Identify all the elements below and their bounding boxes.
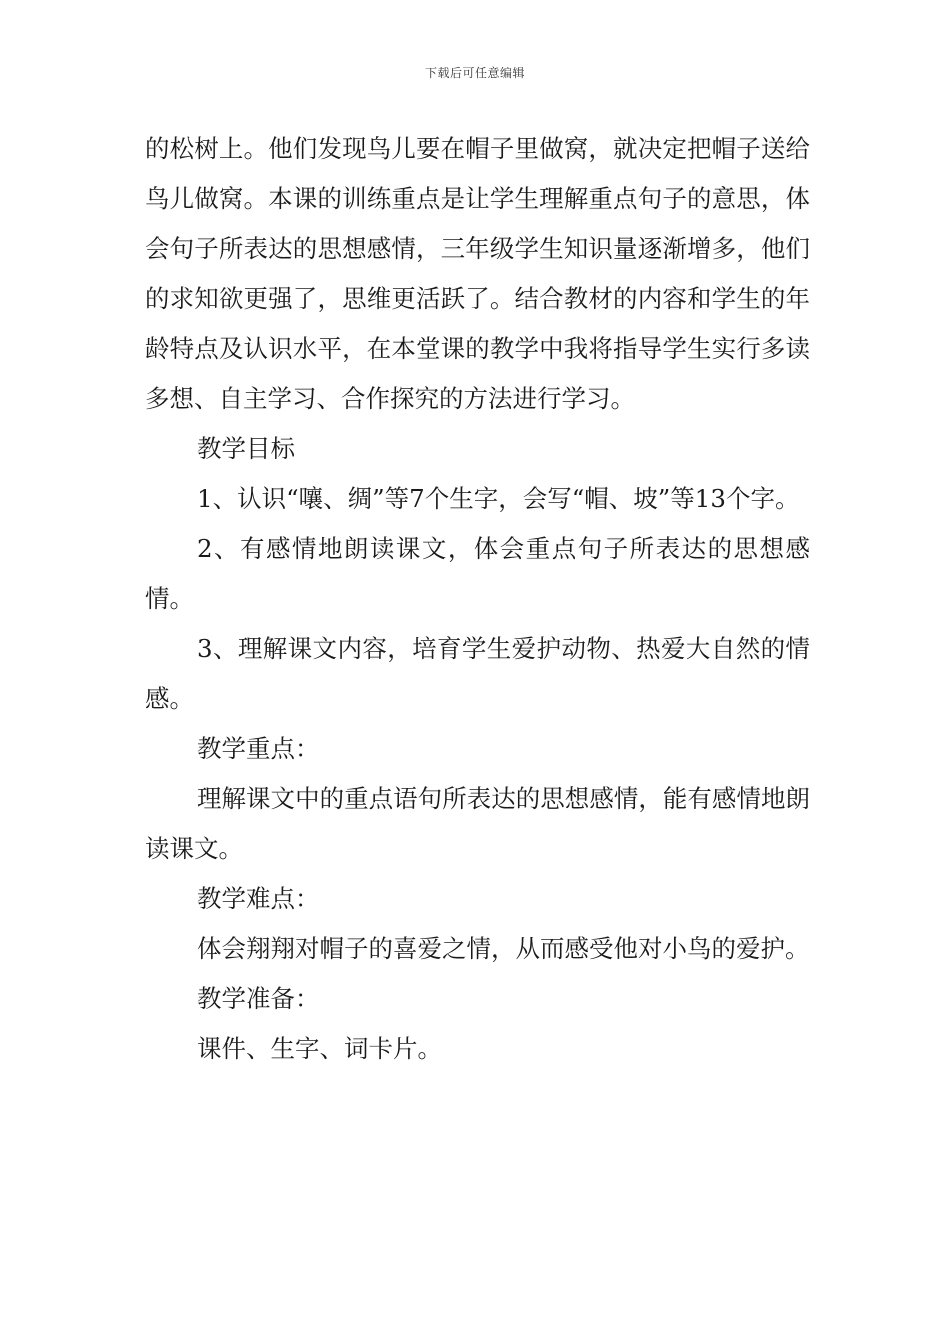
document-body bbox=[145, 124, 810, 1074]
goal-item-1: 1、认识“嚷、绸”等7个生字，会写“帽、坡”等13个字。 bbox=[197, 484, 800, 513]
heading-preparation: 教学准备： bbox=[197, 984, 320, 1013]
heading-teaching-goals: 教学目标 bbox=[197, 434, 295, 463]
goal-item-3: 3、理解课文内容，培育学生爱护动物、热爱大自然的情感。 bbox=[145, 634, 810, 713]
page-header: 下载后可任意编辑 bbox=[424, 66, 525, 80]
key-points-text: 理解课文中的重点语句所表达的思想感情，能有感情地朗读课文。 bbox=[145, 784, 810, 863]
difficulties-text: 体会翔翔对帽子的喜爱之情，从而感受他对小鸟的爱护。 bbox=[197, 934, 810, 963]
goal-item-2: 2、有感情地朗读课文，体会重点句子所表达的思想感情。 bbox=[145, 534, 810, 613]
heading-difficulties: 教学难点： bbox=[197, 884, 320, 913]
heading-key-points: 教学重点： bbox=[197, 734, 320, 763]
preparation-text: 课件、生字、词卡片。 bbox=[197, 1034, 442, 1063]
paragraph-intro: 的松树上。他们发现鸟儿要在帽子里做窝，就决定把帽子送给鸟儿做窝。本课的训练重点是让学生理解重点句子的意思，体会句子所表达的思想感情，三年级学生知识量逐渐增多，他们的求知欲更强了，思维更活跃了。结合教材的内容和学生的年龄特点及认识水平，在本堂课的教学中我将指导学生实行多读多想、自主学习、合作探究的方法进行学习。 bbox=[145, 134, 810, 413]
